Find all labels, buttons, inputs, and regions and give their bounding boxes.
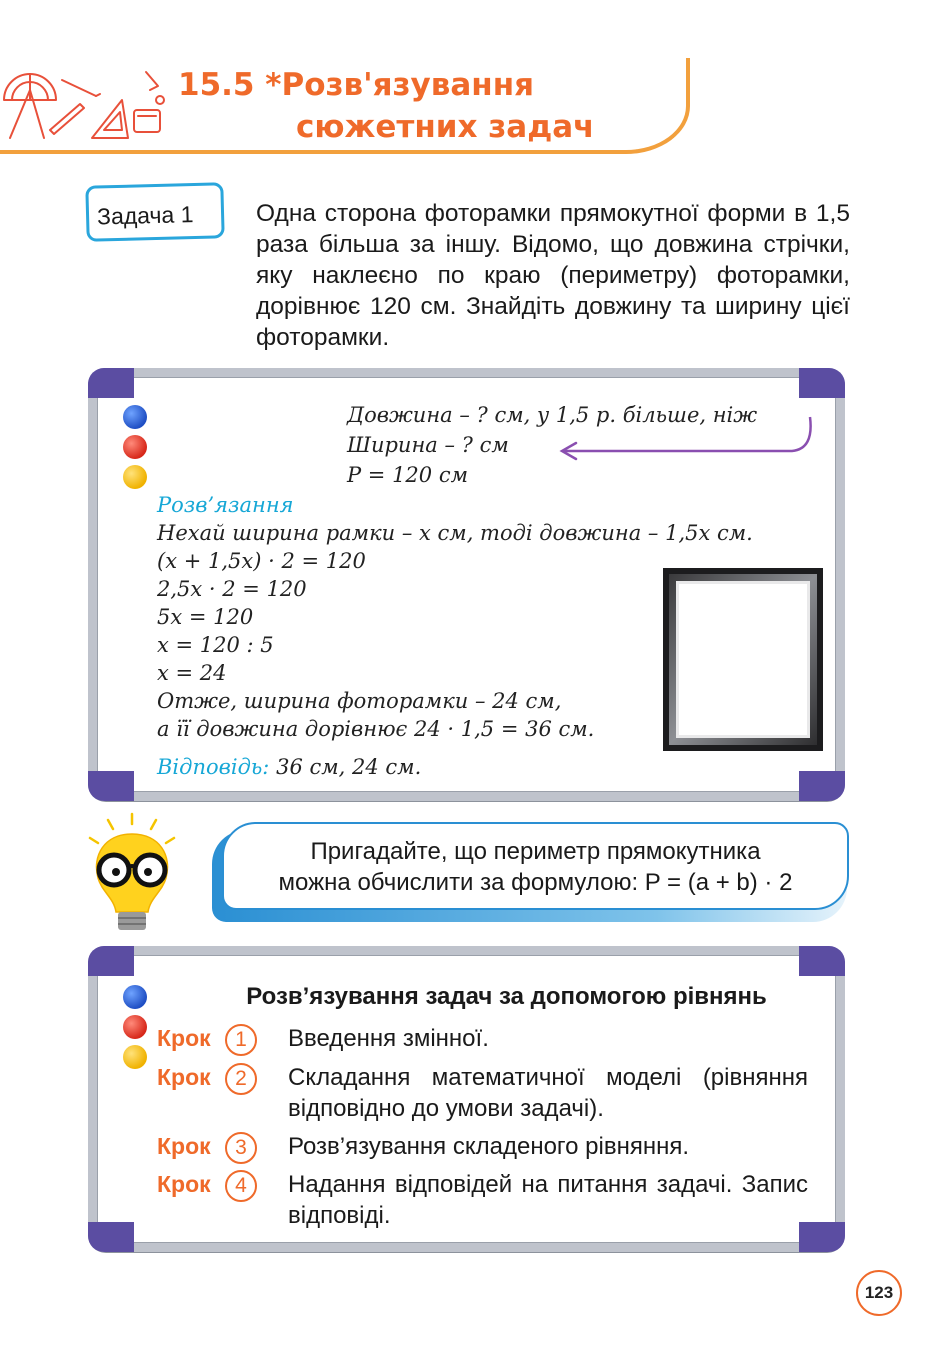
comparison-arrow-icon — [552, 411, 822, 461]
given-length: Довжина – ? см, у 1,5 р. більше, ніж — [347, 403, 758, 427]
step-number: 1 — [225, 1024, 257, 1056]
step-text: Надання відповідей на питання задачі. Запис відповіді. — [288, 1171, 808, 1229]
page-title — [178, 64, 658, 148]
solution-line: а її довжина дорівнює 24 · 1,5 = 36 см. — [157, 717, 595, 741]
step-text: Розв’язування складеного рівняння. — [288, 1133, 690, 1160]
yellow-magnet-icon — [123, 1045, 147, 1069]
solution-line: 5x = 120 — [157, 605, 254, 629]
red-magnet-icon — [123, 435, 147, 459]
lightbulb-with-glasses-icon — [82, 812, 182, 936]
yellow-magnet-icon — [123, 465, 147, 489]
step-number: 4 — [225, 1170, 257, 1202]
solution-line: Отже, ширина фоторамки – 24 см, — [157, 689, 562, 713]
board-corner — [88, 368, 134, 398]
solution-line: (x + 1,5x) · 2 = 120 — [157, 549, 366, 573]
tip-line-2: можна обчислити за формулою: P = (a + b) · 2 — [278, 869, 793, 896]
board-corner — [88, 946, 134, 976]
answer — [157, 753, 421, 781]
step-number: 3 — [225, 1132, 257, 1164]
task-label-text: Задача 1 — [96, 200, 194, 230]
board-corner — [88, 771, 134, 801]
solution-line: x = 120 : 5 — [157, 633, 274, 657]
task-text: Одна сторона фоторамки прямокутної форми в 1,5 раза більша за іншу. Відомо, що довжина стрічки, яку наклеєно по краю (периметру) фоторамки, дорівнює 120 см. Знайдіть довжину та ширину цієї фоторамки. — [256, 200, 850, 351]
school-supplies-icon — [0, 60, 175, 140]
board-corner — [799, 368, 845, 398]
board-corner — [799, 946, 845, 976]
solution-line: x = 24 — [157, 661, 227, 685]
title-line-1: 15.5 *Розв'язування — [178, 67, 535, 103]
step-label: Крок — [157, 1171, 211, 1197]
tip-text — [224, 824, 847, 898]
board-corner — [799, 771, 845, 801]
step-label: Крок — [157, 1064, 211, 1090]
blue-magnet-icon — [123, 405, 147, 429]
solution-line: 2,5x · 2 = 120 — [157, 577, 307, 601]
answer-value: 36 см, 24 см. — [276, 755, 422, 779]
given-width: Ширина – ? см — [347, 433, 509, 457]
step-label: Крок — [157, 1025, 211, 1051]
whiteboard-steps — [88, 946, 845, 1252]
solution-heading: Розв’язання — [157, 493, 294, 517]
whiteboard-solution — [88, 368, 845, 801]
step-text: Введення змінної. — [288, 1025, 489, 1052]
step-number: 2 — [225, 1063, 257, 1095]
page-number: 123 — [856, 1270, 902, 1316]
given-perimeter: P = 120 см — [347, 463, 469, 487]
tip-box — [222, 822, 849, 910]
solution-line: Нехай ширина рамки – x см, тоді довжина – 1,5x см. — [157, 521, 753, 545]
title-line-2: сюжетних задач — [296, 109, 595, 145]
tip-line-1: Пригадайте, що периметр прямокутника — [310, 838, 761, 865]
step-text: Складання математичної моделі (рівняння відповідно до умови задачі). — [288, 1064, 808, 1122]
steps-title: Розв’язування задач за допомогою рівнянь — [246, 983, 767, 1010]
red-magnet-icon — [123, 1015, 147, 1039]
board-corner — [88, 1222, 134, 1252]
answer-label: Відповідь: — [157, 755, 270, 779]
task-label — [85, 182, 224, 242]
step-label: Крок — [157, 1133, 211, 1159]
photo-frame-icon — [663, 568, 823, 751]
